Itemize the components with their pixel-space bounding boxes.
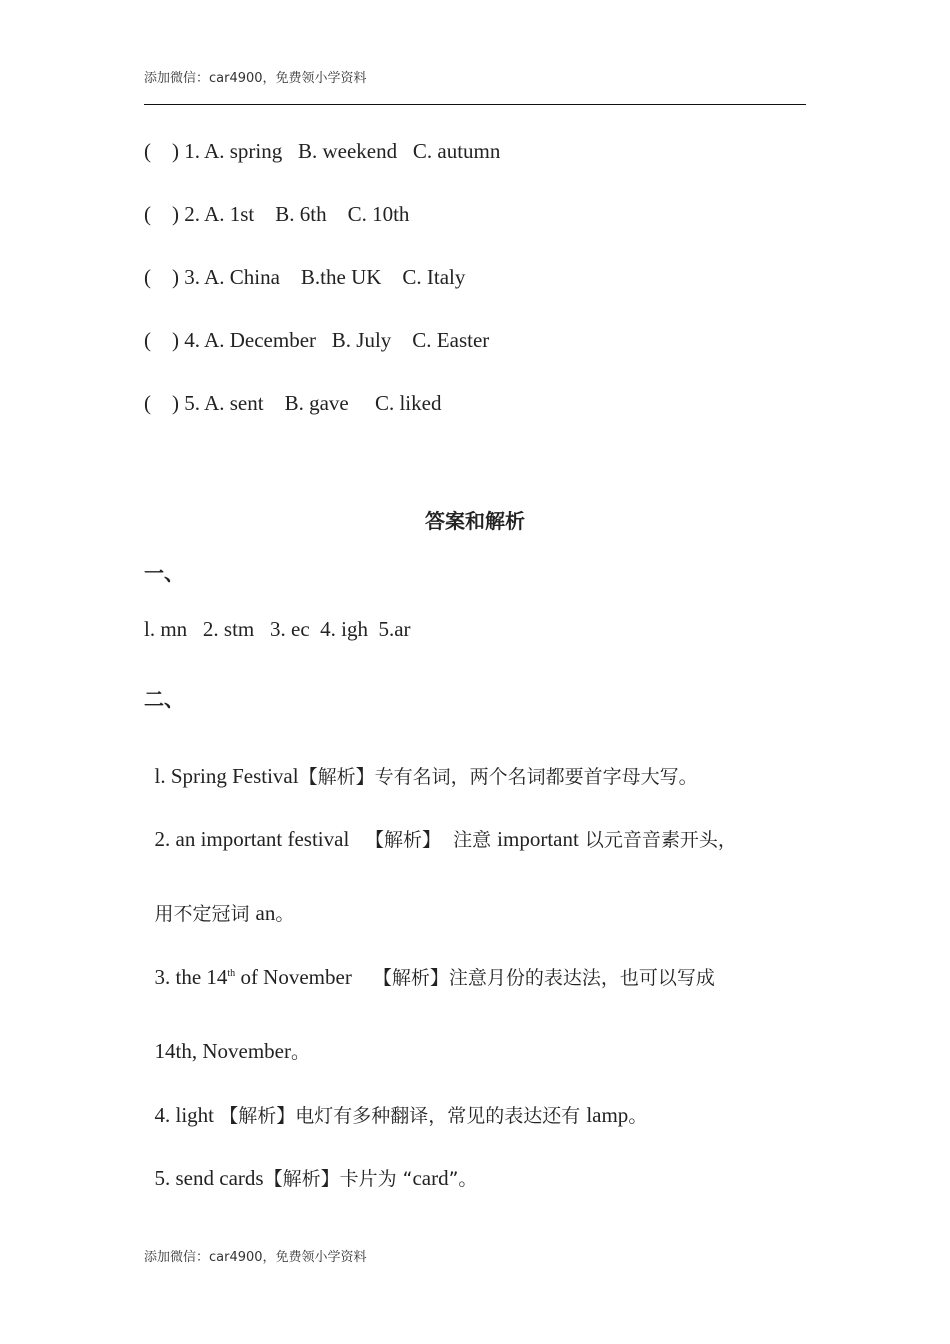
answer-5 bbox=[144, 1147, 477, 1189]
answer-5-explanation: 【解析】卡片为 “ bbox=[263, 1168, 413, 1190]
section-1-answers: l. mn 2. stm 3. ec 4. igh 5.ar bbox=[144, 617, 411, 641]
page-footer-text: 添加微信：car4900，免费领小学资料 bbox=[144, 1250, 367, 1265]
answer-3-text-b: of November bbox=[235, 965, 373, 989]
answer-3-continued bbox=[144, 1020, 310, 1062]
answer-2-cont-en: an bbox=[255, 901, 276, 925]
answer-3-cont-end: 。 bbox=[290, 1041, 310, 1063]
answer-4-end: 。 bbox=[628, 1105, 648, 1127]
answer-2-cont-cn: 用不定冠词 bbox=[154, 903, 256, 925]
answer-3-explanation: 【解析】注意月份的表达法，也可以写成 bbox=[372, 967, 715, 989]
answer-1-text: l. Spring Festival bbox=[154, 764, 299, 788]
question-4: ( ) 4. A. December B. July C. Easter bbox=[144, 328, 490, 352]
answers-title: 答案和解析 bbox=[425, 509, 525, 533]
answer-2 bbox=[144, 808, 737, 850]
answer-2-cont-end: 。 bbox=[275, 903, 295, 925]
answer-2-explanation-a: 【解析】 注意 bbox=[365, 829, 498, 851]
answer-4-text: 4. light bbox=[154, 1103, 220, 1127]
section-2-label: 二、 bbox=[144, 687, 184, 711]
question-2: ( ) 2. A. 1st B. 6th C. 10th bbox=[144, 202, 410, 226]
answer-4-word: lamp bbox=[586, 1103, 629, 1127]
answer-1-explanation: 【解析】专有名词，两个名词都要首字母大写。 bbox=[298, 766, 698, 788]
header-divider bbox=[144, 104, 806, 105]
answer-5-text: 5. send cards bbox=[154, 1166, 264, 1190]
answer-3-cont-en: 14th, November bbox=[154, 1039, 291, 1063]
answer-1 bbox=[144, 745, 698, 787]
answer-4 bbox=[144, 1084, 647, 1126]
answer-4-explanation: 【解析】电灯有多种翻译，常见的表达还有 bbox=[219, 1105, 587, 1127]
answer-5-word: card bbox=[412, 1166, 449, 1190]
answer-2-explanation-b: 以元音音素开头， bbox=[578, 829, 737, 851]
answer-5-end: ”。 bbox=[448, 1168, 478, 1190]
answer-2-word: important bbox=[497, 827, 579, 851]
section-1-label: 一、 bbox=[144, 561, 184, 585]
answer-2-text: 2. an important festival bbox=[154, 827, 366, 851]
answer-3-text: 3. the 14 bbox=[154, 965, 228, 989]
answer-3 bbox=[144, 946, 715, 988]
question-3: ( ) 3. A. China B.the UK C. Italy bbox=[144, 265, 466, 289]
question-1: ( ) 1. A. spring B. weekend C. autumn bbox=[144, 139, 501, 163]
question-5: ( ) 5. A. sent B. gave C. liked bbox=[144, 391, 442, 415]
page-header-text: 添加微信：car4900，免费领小学资料 bbox=[144, 71, 367, 86]
answer-3-superscript: th bbox=[227, 968, 236, 979]
answer-2-continued bbox=[144, 882, 294, 924]
